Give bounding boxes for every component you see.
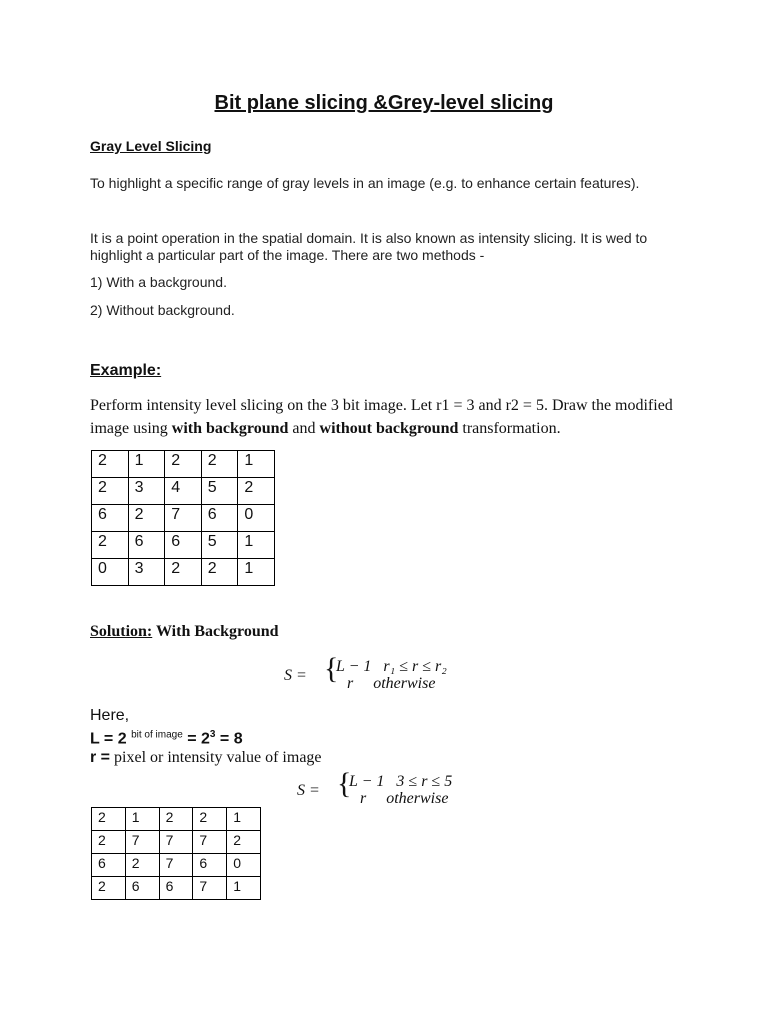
table-cell: 7 bbox=[159, 831, 193, 854]
table-cell: 2 bbox=[92, 478, 129, 505]
input-image-table bbox=[91, 450, 275, 586]
table-cell: 7 bbox=[165, 505, 202, 532]
r-label: r = bbox=[90, 749, 111, 767]
solution-heading bbox=[90, 623, 279, 641]
table-cell: 6 bbox=[128, 532, 165, 559]
table-cell: 7 bbox=[193, 877, 227, 900]
table-cell: 2 bbox=[238, 478, 275, 505]
table-cell: 2 bbox=[159, 808, 193, 831]
table-cell: 2 bbox=[201, 559, 238, 586]
output-image-table bbox=[91, 807, 261, 900]
l-mid: = 2 bbox=[182, 730, 210, 748]
problem-text-2: and bbox=[288, 420, 320, 437]
table-cell: 6 bbox=[193, 854, 227, 877]
formula-general-row1: L − 1 r₁ ≤ r ≤ r₂ bbox=[336, 658, 447, 675]
problem-bold-with-background: with background bbox=[171, 420, 289, 437]
table-cell: 1 bbox=[238, 451, 275, 478]
l-exponent: 3 bbox=[209, 729, 216, 740]
table-cell: 2 bbox=[201, 451, 238, 478]
table-cell: 6 bbox=[165, 532, 202, 559]
l-end: = 8 bbox=[215, 730, 243, 748]
table-row bbox=[92, 505, 275, 532]
table-cell: 6 bbox=[159, 877, 193, 900]
formula-specific-lhs: S = bbox=[297, 782, 320, 799]
table-cell: 6 bbox=[92, 854, 126, 877]
here-label: Here, bbox=[90, 707, 130, 724]
table-row bbox=[92, 808, 261, 831]
l-superscript: bit of image bbox=[131, 729, 183, 741]
table-cell: 2 bbox=[227, 831, 261, 854]
table-cell: 2 bbox=[193, 808, 227, 831]
table-row bbox=[92, 877, 261, 900]
table-cell: 6 bbox=[201, 505, 238, 532]
table-cell: 0 bbox=[227, 854, 261, 877]
table-cell: 0 bbox=[238, 505, 275, 532]
formula-specific bbox=[297, 767, 517, 811]
formula-specific-brace: { bbox=[337, 767, 352, 800]
table-row bbox=[92, 559, 275, 586]
here-block bbox=[90, 706, 322, 767]
table-row bbox=[92, 478, 275, 505]
section-heading: Gray Level Slicing bbox=[90, 138, 212, 154]
table-cell: 1 bbox=[238, 532, 275, 559]
table-cell: 2 bbox=[92, 877, 126, 900]
method-without-background: 2) Without background. bbox=[90, 302, 235, 318]
table-cell: 7 bbox=[159, 854, 193, 877]
table-cell: 1 bbox=[227, 877, 261, 900]
method-with-background: 1) With a background. bbox=[90, 274, 227, 290]
table-cell: 1 bbox=[238, 559, 275, 586]
r-definition bbox=[90, 748, 322, 767]
r-description: pixel or intensity value of image bbox=[110, 749, 322, 767]
solution-subtitle: With Background bbox=[152, 623, 279, 640]
problem-text-3: transformation. bbox=[458, 420, 561, 437]
l-equation bbox=[90, 725, 322, 748]
formula-specific-row2: r otherwise bbox=[360, 790, 449, 807]
table-cell: 4 bbox=[165, 478, 202, 505]
table-cell: 2 bbox=[92, 532, 129, 559]
page-title: Bit plane slicing &Grey-level slicing bbox=[214, 92, 554, 114]
paragraph-definition: It is a point operation in the spatial domain. It is also known as intensity slicing. It is wed to highlight a particular part of the image. There are two methods - bbox=[90, 230, 648, 263]
table-cell: 2 bbox=[125, 854, 159, 877]
table-cell: 6 bbox=[92, 505, 129, 532]
table-cell: 3 bbox=[128, 559, 165, 586]
table-cell: 5 bbox=[201, 532, 238, 559]
problem-statement bbox=[90, 394, 710, 440]
problem-bold-without-background: without background bbox=[319, 420, 459, 437]
table-row bbox=[92, 854, 261, 877]
table-cell: 7 bbox=[193, 831, 227, 854]
formula-general-lhs: S = bbox=[284, 667, 307, 684]
table-cell: 1 bbox=[125, 808, 159, 831]
formula-general bbox=[284, 652, 504, 696]
table-cell: 2 bbox=[92, 808, 126, 831]
table-cell: 3 bbox=[128, 478, 165, 505]
table-row bbox=[92, 451, 275, 478]
table-cell: 1 bbox=[227, 808, 261, 831]
problem-text-1: Perform intensity level slicing on the 3 bit image. Let r1 = 3 and r2 = 5. Draw the modified image using bbox=[90, 397, 673, 437]
table-row bbox=[92, 532, 275, 559]
paragraph-intro: To highlight a specific range of gray levels in an image (e.g. to enhance certain features). bbox=[90, 175, 640, 191]
table-cell: 2 bbox=[92, 831, 126, 854]
example-heading: Example: bbox=[90, 362, 162, 379]
table-cell: 1 bbox=[128, 451, 165, 478]
table-cell: 2 bbox=[165, 559, 202, 586]
solution-label: Solution: bbox=[90, 623, 153, 640]
table-cell: 2 bbox=[128, 505, 165, 532]
table-cell: 5 bbox=[201, 478, 238, 505]
formula-general-row2: r otherwise bbox=[347, 675, 436, 692]
table-cell: 2 bbox=[92, 451, 129, 478]
table-row bbox=[92, 831, 261, 854]
l-prefix: L = 2 bbox=[90, 730, 127, 748]
table-cell: 0 bbox=[92, 559, 129, 586]
table-cell: 2 bbox=[165, 451, 202, 478]
formula-general-brace: { bbox=[324, 652, 339, 685]
table-cell: 7 bbox=[125, 831, 159, 854]
table-cell: 6 bbox=[125, 877, 159, 900]
formula-specific-row1: L − 1 3 ≤ r ≤ 5 bbox=[349, 773, 453, 790]
